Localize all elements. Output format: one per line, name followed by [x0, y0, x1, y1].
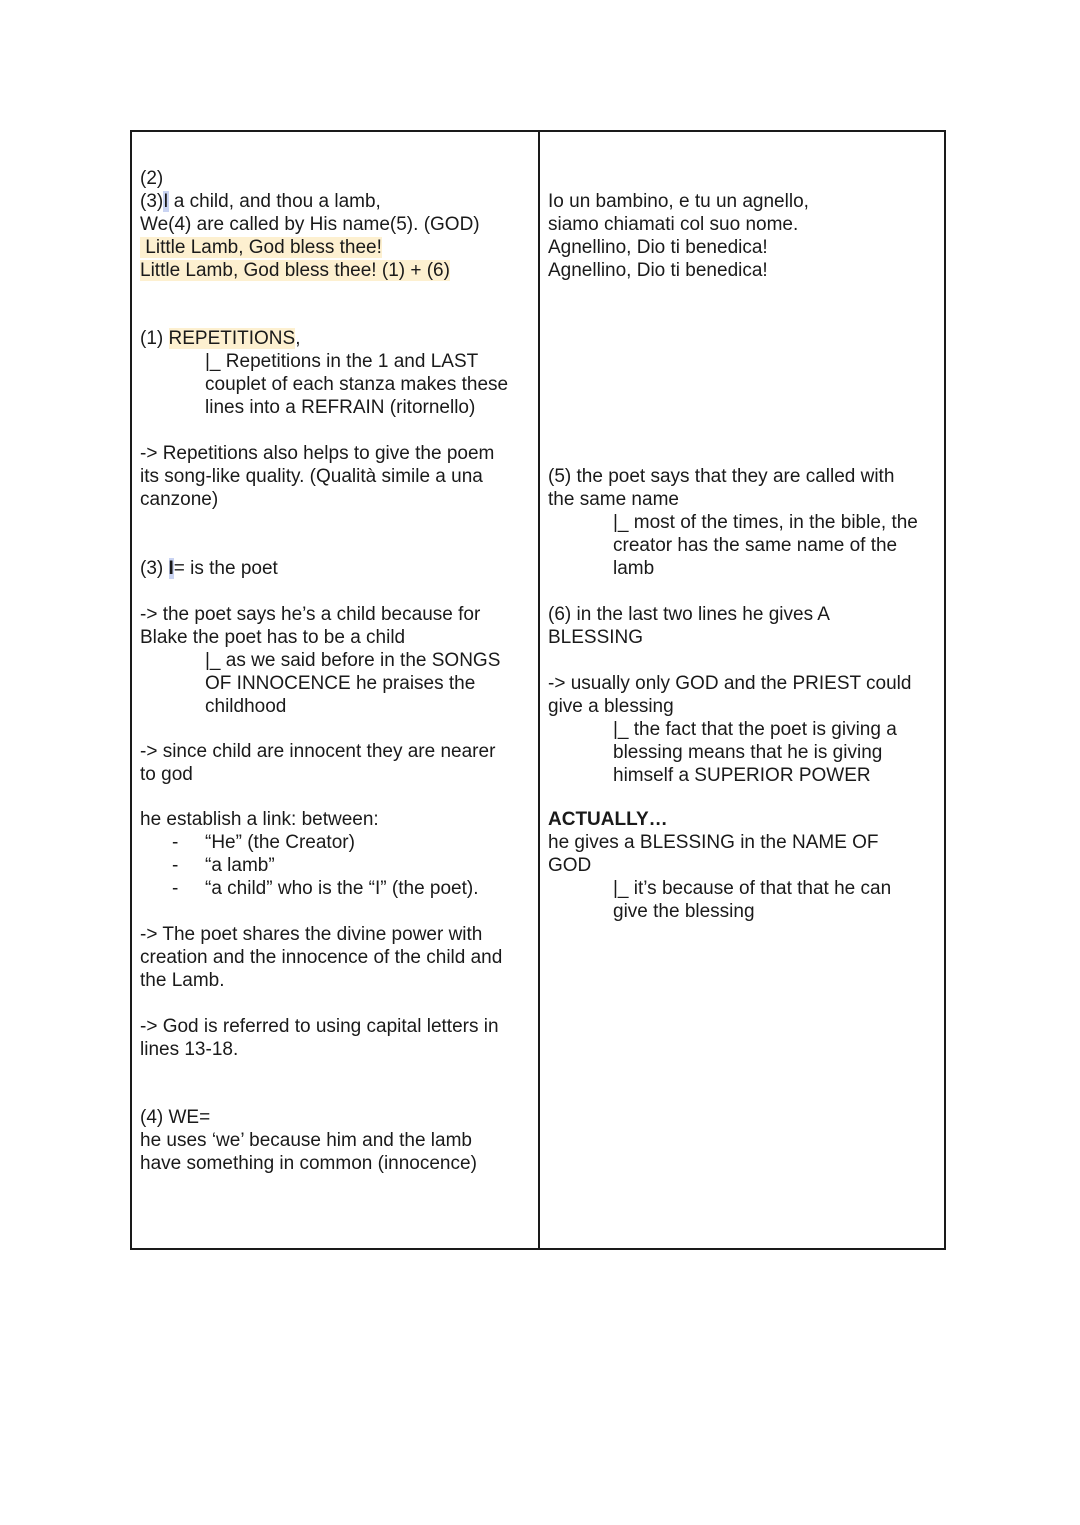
- list-item: “He” (the Creator): [205, 832, 355, 853]
- priest-sub-3: himself a SUPERIOR POWER: [613, 765, 871, 786]
- song-line-2: its song-like quality. (Qualità simile a una: [140, 466, 483, 487]
- name-sub-1: |_ most of the times, in the bible, the: [613, 512, 918, 533]
- poem-line-1: [140, 190, 381, 213]
- child-sub-3: childhood: [205, 696, 287, 717]
- child-sub-1: |_ as we said before in the SONGS: [205, 650, 501, 671]
- priest-sub-1: |_ the fact that the poet is giving a: [613, 719, 897, 740]
- poem-line-4: [140, 259, 450, 282]
- song-line-3: canzone): [140, 489, 219, 510]
- innocent-line-2: to god: [140, 764, 193, 785]
- poet-def-i: I: [168, 558, 174, 579]
- name-line-1: (5) the poet says that they are called with: [548, 466, 895, 487]
- priest-line-2: give a blessing: [548, 696, 674, 717]
- list-item: “a child” who is the “I” (the poet).: [205, 878, 479, 899]
- text-cursor-highlight: I: [163, 191, 169, 212]
- divine-line-2: creation and the innocence of the child and: [140, 947, 503, 968]
- poet-def-prefix: (3): [140, 558, 169, 579]
- poet-def-rest: = is the poet: [173, 558, 278, 579]
- repetitions-heading: [140, 327, 300, 350]
- translation-line-3: Agnellino, Dio ti benedica!: [548, 237, 768, 258]
- repetitions-sub-3: lines into a REFRAIN (ritornello): [205, 397, 476, 418]
- capital-line-1: -> God is referred to using capital letters in: [140, 1016, 499, 1037]
- child-sub-2: OF INNOCENCE he praises the: [205, 673, 476, 694]
- poem-line-3: [140, 236, 382, 259]
- priest-sub-2: blessing means that he is giving: [613, 742, 883, 763]
- translation-line-2: siamo chiamati col suo nome.: [548, 214, 799, 235]
- name-line-2: the same name: [548, 489, 679, 510]
- actually-sub-1: |_ it’s because of that that he can: [613, 878, 892, 899]
- blessing-line-2: BLESSING: [548, 627, 644, 648]
- we-heading: (4) WE=: [140, 1107, 211, 1128]
- notes-table: [130, 130, 946, 1250]
- blessing-line-1: (6) in the last two lines he gives A: [548, 604, 830, 625]
- poem-line-4-highlight: Little Lamb, God bless thee! (1) + (6): [140, 260, 450, 281]
- poem-line-1-rest: a child, and thou a lamb,: [168, 191, 381, 212]
- actually-sub-2: give the blessing: [613, 901, 755, 922]
- repetitions-label: REPETITIONS: [168, 328, 296, 349]
- poem-line-0: (2): [140, 168, 164, 189]
- divine-line-3: the Lamb.: [140, 970, 225, 991]
- right-column: [540, 132, 944, 1248]
- child-line-1: -> the poet says he’s a child because for: [140, 604, 481, 625]
- name-sub-3: lamb: [613, 558, 655, 579]
- repetitions-suffix: ,: [295, 328, 301, 349]
- child-line-2: Blake the poet has to be a child: [140, 627, 406, 648]
- innocent-line-1: -> since child are innocent they are nearer: [140, 741, 496, 762]
- translation-line-4: Agnellino, Dio ti benedica!: [548, 260, 768, 281]
- list-bullet: -: [172, 832, 179, 853]
- actually-heading: ACTUALLY…: [548, 809, 668, 830]
- list-bullet: -: [172, 878, 179, 899]
- repetitions-sub-1: |_ Repetitions in the 1 and LAST: [205, 351, 479, 372]
- translation-line-1: Io un bambino, e tu un agnello,: [548, 191, 809, 212]
- list-bullet: -: [172, 855, 179, 876]
- name-sub-2: creator has the same name of the: [613, 535, 898, 556]
- song-line-1: -> Repetitions also helps to give the poem: [140, 443, 495, 464]
- we-line-2: he uses ‘we’ because him and the lamb: [140, 1130, 472, 1151]
- poem-line-3-highlight: Little Lamb, God bless thee!: [140, 237, 382, 258]
- left-column: [132, 132, 540, 1248]
- link-intro: he establish a link: between:: [140, 809, 379, 830]
- actually-line-1: he gives a BLESSING in the NAME OF: [548, 832, 879, 853]
- list-item: “a lamb”: [205, 855, 275, 876]
- poem-line-1-prefix: (3): [140, 191, 164, 212]
- poet-definition: [140, 557, 278, 580]
- actually-line-2: GOD: [548, 855, 592, 876]
- we-line-3: have something in common (innocence): [140, 1153, 477, 1174]
- repetitions-prefix: (1): [140, 328, 169, 349]
- poem-line-2: We(4) are called by His name(5). (GOD): [140, 214, 480, 235]
- divine-line-1: -> The poet shares the divine power with: [140, 924, 483, 945]
- priest-line-1: -> usually only GOD and the PRIEST could: [548, 673, 912, 694]
- repetitions-sub-2: couplet of each stanza makes these: [205, 374, 509, 395]
- capital-line-2: lines 13-18.: [140, 1039, 239, 1060]
